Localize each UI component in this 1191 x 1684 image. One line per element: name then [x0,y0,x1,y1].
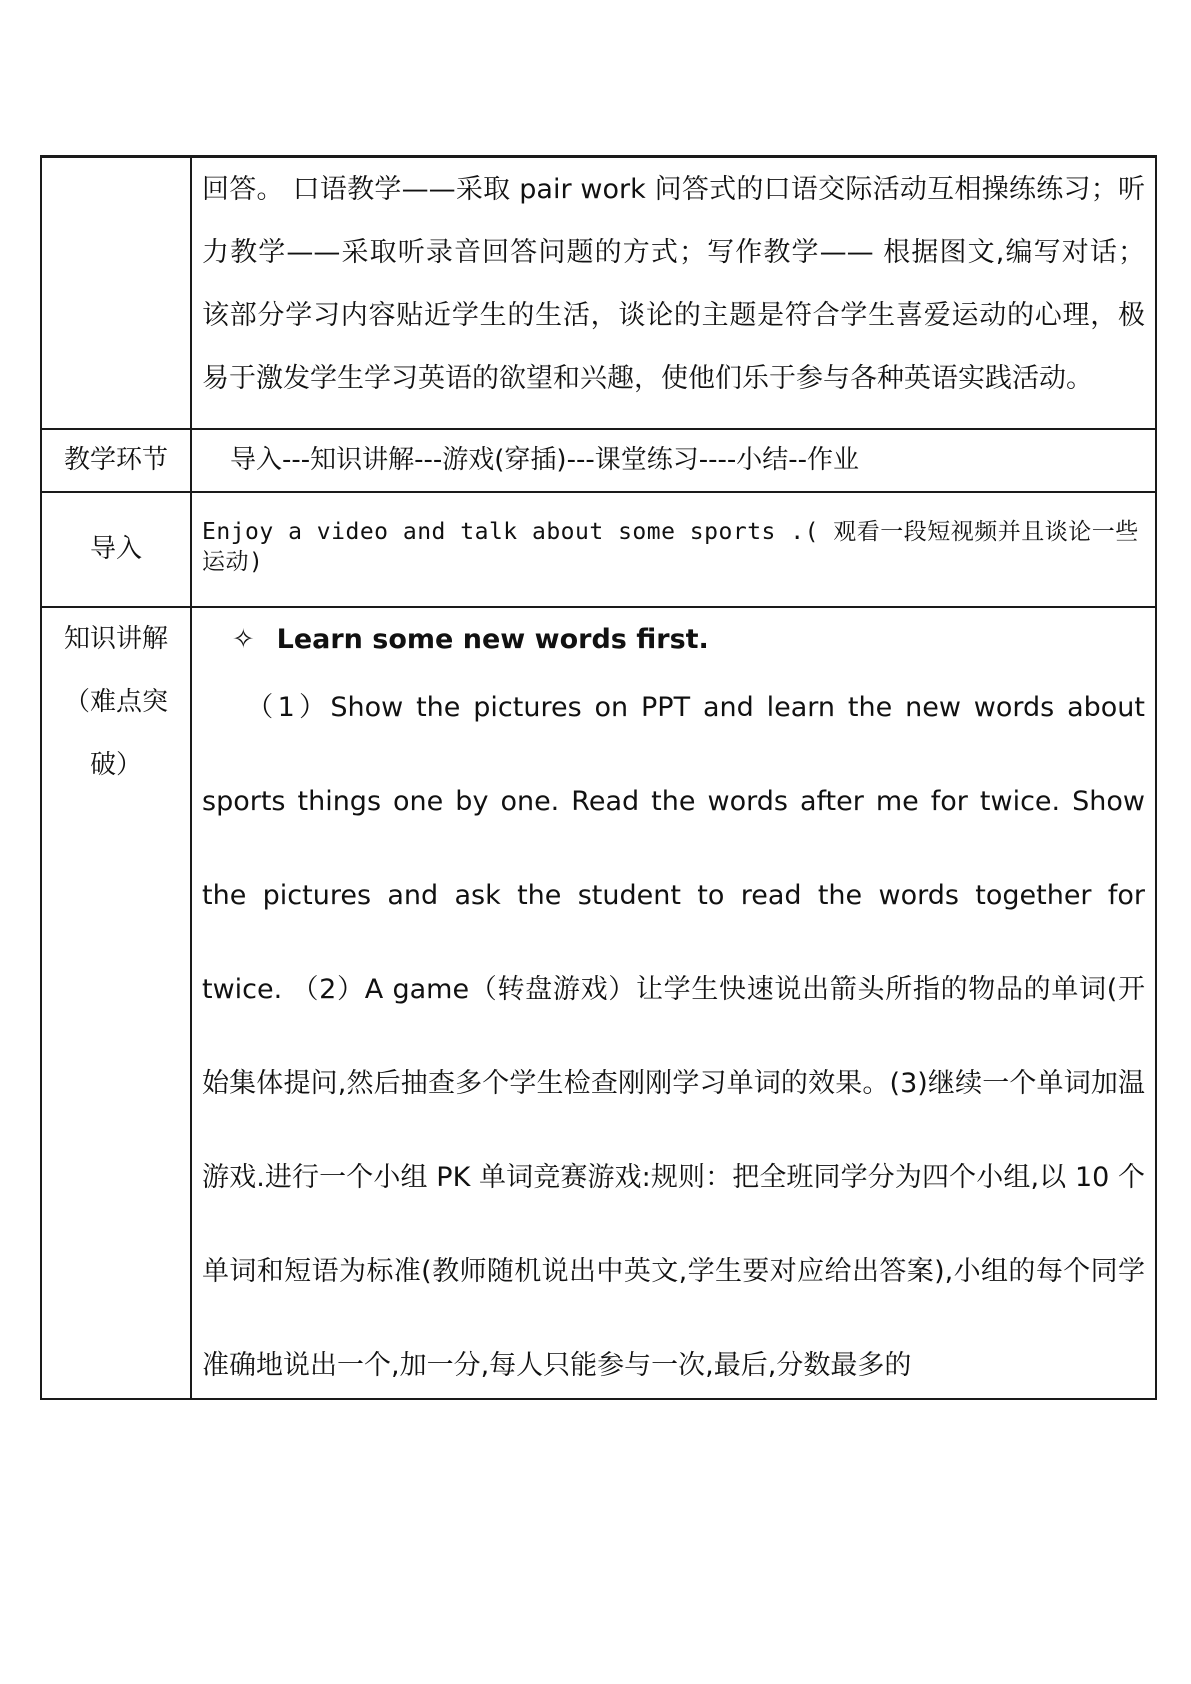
knowledge-clip [202,608,1145,1398]
label-cell-knowledge [41,607,191,1399]
content-cell-intro [191,157,1156,430]
content-cell-knowledge [191,607,1156,1399]
table-row-steps [41,429,1156,492]
table-row-knowledge [41,607,1156,1399]
diamond-bullet-icon: ✧ [232,624,255,655]
label-cell-empty [41,157,191,430]
knowledge-body-text: （1）Show the pictures on PPT and learn the new words about sports things one by one. Read the words after me for twice. Show the pictures and ask the student to read the words together for twice. （2）A game（转盘游戏）让学生快速说出箭头所指的物品的单词(开始集体提问,然后抽查多个学生检查刚刚学习单词的效果。(3)继续一个单词加温游戏.进行一个小组 PK 单词竞赛游戏:规则：把全班同学分为四个小组,以 10 个单词和短语为标准(教师随机说出中英文,学生要对应给出答案),小组的每个同学准确地说出一个,加一分,每人只能参与一次,最后,分数最多的 [202,692,1145,1381]
content-cell-leadin [191,492,1156,607]
lesson-plan-table [40,155,1157,1400]
label-cell-leadin [41,492,191,607]
intro-paragraph: 回答。 口语教学——采取 pair work 问答式的口语交际活动互相操练练习；听力教学——采取听录音回答问题的方式；写作教学—— 根据图文,编写对话； 该部分学习内容贴近学生的生活，谈论的主题是符合学生喜爱运动的心理，极易于激发学生学习英语的欲望和兴趣，使他们乐于参与各种英语实践活动。 [202,174,1145,394]
steps-text: 导入---知识讲解---游戏(穿插)---课堂练习----小结--作业 [230,445,860,475]
content-cell-steps [191,429,1156,492]
label-cell-steps [41,429,191,492]
steps-label: 教学环节 [63,445,168,475]
table-row-leadin [41,492,1156,607]
knowledge-body [202,661,1145,1398]
knowledge-heading: Learn some new words first. [276,624,709,655]
table-row-intro [41,157,1156,430]
leadin-text: Enjoy a video and talk about some sports .( 观看一段短视频并且谈论一些运动) [202,519,1139,575]
leadin-label: 导入 [89,534,142,564]
knowledge-label: 知识讲解（难点突破） [63,624,168,780]
